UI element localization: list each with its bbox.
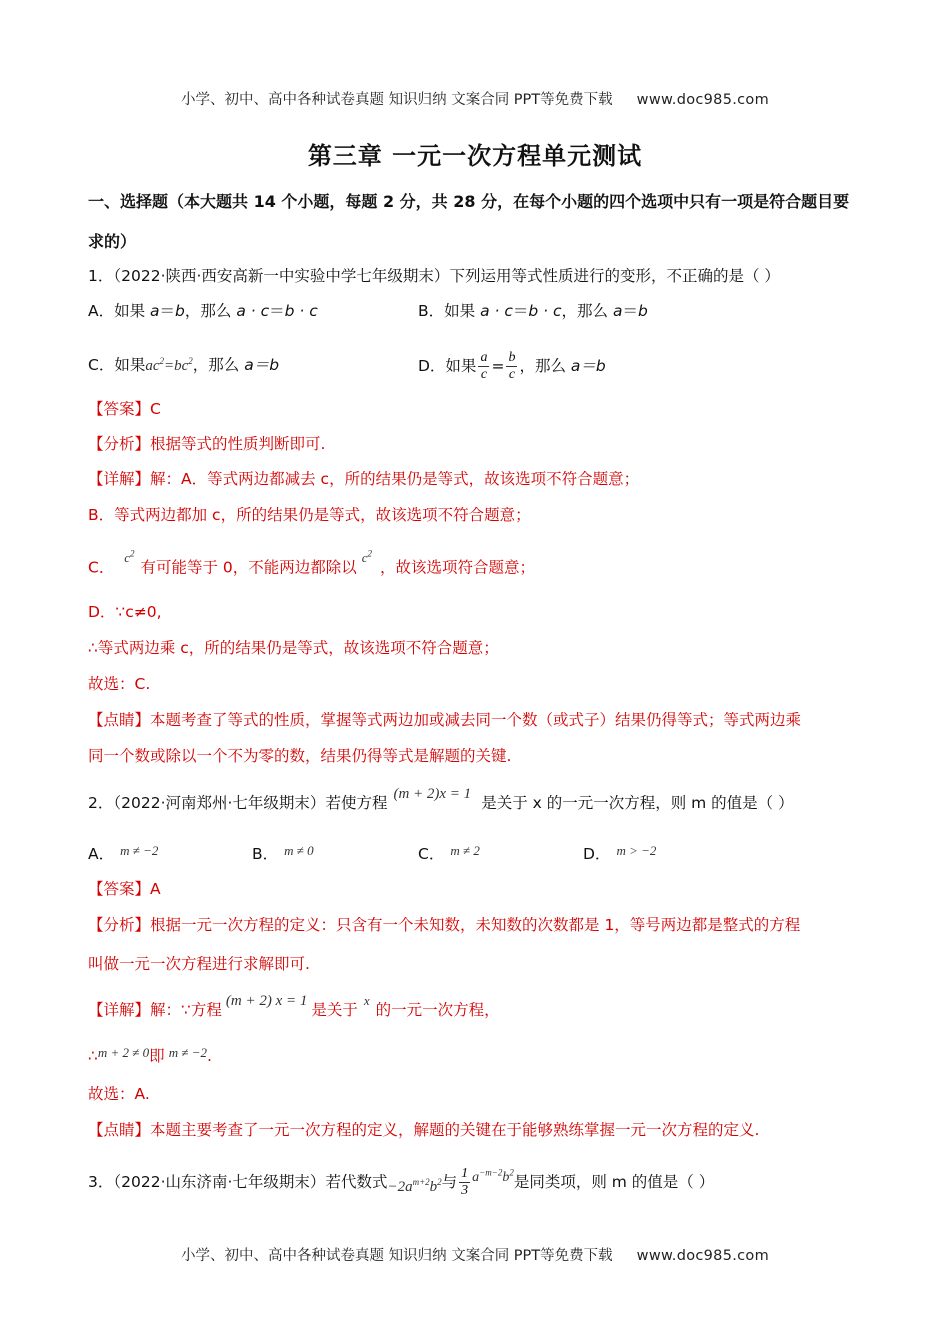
q2-option-d-label: D． (583, 845, 611, 863)
q1-analysis-tag: 【分析】 (88, 435, 151, 453)
q2-analysis-2: 叫做一元一次方程进行求解即可. (88, 955, 310, 973)
q2-source: （2022·河南郑州·七年级期末） (113, 794, 326, 812)
q3-stem: 3．（2022·山东济南·七年级期末）若代数式$-2a^{m+2}b^2$与 $\frac{1}{3}$ $a^{-m-2}b^2$是同类项，则 m 的值是（ ） (88, 1166, 715, 1198)
q1-b-math1: a · c (480, 302, 513, 320)
page-title: 第三章 一元一次方程单元测试 (307, 142, 643, 170)
q2-equation: (m + 2)x = 1 (393, 786, 472, 802)
section-heading-line1: 一、选择题（本大题共 14 个小题，每题 2 分，共 28 分，在每个小题的四个选项中只有一项是符合题目要 (88, 192, 850, 211)
q2-detail-3: 故选：A. (88, 1085, 150, 1103)
q1-a-math1: a (150, 302, 160, 320)
q1-option-c: C．如果$ac^2=bc^2$，那么 a＝b (88, 356, 280, 374)
q2-option-b (252, 843, 314, 866)
q1-stem (88, 265, 780, 287)
q2-stem (88, 786, 794, 815)
q2-answer (88, 878, 161, 900)
q3-stem-end: 是同类项，则 m 的值是（ ） (513, 1173, 715, 1191)
q1-d-then: ，那么 (519, 357, 571, 375)
q2-detail2-pre: ∴ (88, 1047, 98, 1065)
page-header (0, 88, 950, 109)
q2-analysis1-text: 根据一元一次方程的定义：只含有一个未知数，未知数的次数都是 1，等号两边都是整式的方程 (150, 916, 801, 934)
q1-detail3-mid: 有可能等于 0，不能两边都除以 (140, 558, 357, 577)
q2-detail-1 (88, 993, 500, 1022)
q3-stem-pre: 若代数式 (325, 1173, 388, 1191)
q1-detail-1 (88, 468, 639, 490)
q1-d-result: a＝b (570, 357, 606, 375)
section-heading-line2: 求的） (88, 232, 137, 251)
q1-b-math4: b (638, 302, 648, 320)
q1-option-c-label: C．如果 (88, 356, 146, 374)
q2-option-c-label: C． (418, 845, 445, 863)
q1-option-a (88, 300, 318, 322)
q1-detail-3: C． $^{c^2}$有可能等于 0，不能两边都除以 $^{c^2}$，故该选项符合题意； (88, 549, 535, 577)
q2-comment (88, 1119, 759, 1141)
q2-analysis-1 (88, 914, 800, 936)
q3-frac: $\frac{1}{3}$ (461, 1166, 469, 1198)
q1-a-math4: b · c (284, 302, 318, 320)
q1-answer-tag: 【答案】 (88, 400, 151, 418)
q1-b-then: ，那么 (561, 302, 613, 320)
q2-detail2-mid: 即 (149, 1047, 165, 1065)
q2-option-d (583, 843, 656, 866)
q1-b-math2: b · c (528, 302, 562, 320)
q1-comment-tag: 【点睛】 (88, 711, 151, 729)
q2-option-c (418, 843, 480, 866)
q2-detail2-m2: m ≠ −2 (168, 1045, 207, 1060)
q1-option-b (418, 300, 648, 322)
q1-detail-4: D．∵c≠0, (88, 603, 162, 621)
q2-detail-2 (88, 1045, 212, 1068)
q2-detail2-end: . (206, 1047, 212, 1065)
q1-detail3-c2: c (361, 550, 368, 566)
q1-detail-tag: 【详解】 (88, 470, 151, 488)
q1-d-frac1: $\frac{a}{c}$ (480, 350, 488, 382)
q1-a-eq2: ＝ (269, 302, 285, 320)
q1-option-d-label: D．如果 (418, 357, 477, 375)
q1-a-math3: a · c (236, 302, 270, 320)
q1-option-a-label: A．如果 (88, 302, 151, 320)
q1-answer-value: C (150, 400, 161, 418)
q1-comment-2: 同一个数或除以一个不为零的数，结果仍得等式是解题的关键. (88, 747, 512, 765)
q2-option-b-label: B． (252, 845, 279, 863)
q1-comment-1 (88, 709, 801, 731)
q2-answer-tag: 【答案】 (88, 880, 151, 898)
q2-option-a (88, 843, 158, 866)
q1-detail3-end: ，故该选项符合题意； (379, 558, 535, 577)
q2-detail1-mid: 是关于 (311, 1001, 358, 1019)
page-footer (0, 1244, 950, 1265)
q1-detail-2: B．等式两边都加 c，所的结果仍是等式，故该选项不符合题意； (88, 506, 531, 524)
q1-c-result: a＝b (244, 356, 280, 374)
q2-detail2-m1: m + 2 ≠ 0 (97, 1045, 150, 1060)
q2-option-b-math: m ≠ 0 (284, 843, 314, 858)
q1-option-b-label: B．如果 (418, 302, 481, 320)
q3-expr1-b: b (429, 1179, 438, 1195)
q1-a-math2: b (175, 302, 185, 320)
q2-option-a-math: m ≠ −2 (120, 843, 159, 858)
q2-analysis-tag: 【分析】 (88, 916, 151, 934)
q1-c-math: ac (145, 358, 160, 374)
q1-answer (88, 398, 161, 420)
q2-option-d-math: m > −2 (616, 843, 657, 858)
q3-expr2-sup: −m−2 (479, 1167, 503, 1178)
q1-c-then: ，那么 (192, 356, 245, 374)
q2-answer-value: A (150, 880, 161, 898)
q2-option-a-label: A． (88, 845, 115, 863)
footer-text: 小学、初中、高中各种试卷真题 知识归纳 文案合同 PPT等免费下载 (180, 1248, 613, 1264)
q3-expr2-b: b (502, 1170, 510, 1185)
q2-stem-mid: 是关于 x 的一元一次方程，则 m 的值是（ ） (481, 794, 794, 812)
q3-expr1-sup: m+2 (412, 1177, 430, 1187)
q1-b-eq: ＝ (512, 302, 529, 320)
q1-detail-6: 故选：C. (88, 675, 151, 693)
q3-expr1: −2a (387, 1179, 413, 1195)
q1-option-d: D．如果 $\frac{a}{c}$ = $\frac{b}{c}$ ，那么 a＝b (418, 350, 606, 382)
q2-detail1-x: x (363, 993, 370, 1008)
q2-number: 2． (88, 794, 114, 812)
q2-detail-tag: 【详解】 (88, 1001, 151, 1019)
q3-source: （2022·山东济南·七年级期末） (113, 1173, 326, 1191)
q1-comment1-text: 本题考查了等式的性质，掌握等式两边加或减去同一个数（或式子）结果仍得等式；等式两边乘 (150, 711, 802, 729)
q1-analysis (88, 433, 325, 455)
q2-comment-tag: 【点睛】 (88, 1121, 151, 1139)
q1-a-eq: ＝ (159, 302, 176, 320)
q1-b-eq2: ＝ (622, 302, 638, 320)
q2-stem-pre: 若使方程 (325, 794, 388, 812)
q1-number: 1． (88, 267, 114, 285)
q1-detail-5: ∴等式两边乘 c，所的结果仍是等式，故该选项不符合题意； (88, 639, 499, 657)
q3-expr2: a (472, 1170, 480, 1185)
q1-analysis-text: 根据等式的性质判断即可. (150, 435, 326, 453)
q2-option-c-math: m ≠ 2 (450, 843, 480, 858)
footer-url[interactable]: www.doc985.com (636, 1248, 770, 1264)
q2-comment-text: 本题主要考查了一元一次方程的定义，解题的关键在于能够熟练掌握一元一次方程的定义. (150, 1121, 760, 1139)
header-text: 小学、初中、高中各种试卷真题 知识归纳 文案合同 PPT等免费下载 (180, 92, 613, 108)
q3-with: 与 (441, 1173, 458, 1191)
q1-detail3-c1: c (124, 550, 130, 566)
q1-detail1-text: 解：A．等式两边都减去 c，所的结果仍是等式，故该选项不符合题意； (150, 470, 640, 488)
q1-source: （2022·陕西·西安高新一中实验中学七年级期末） (113, 267, 450, 285)
q1-text: 下列运用等式性质进行的变形，不正确的是（ ） (449, 267, 780, 285)
q1-b-math3: a (612, 302, 623, 320)
q1-d-frac2: $\frac{b}{c}$ (508, 350, 516, 382)
q2-detail1-end: 的一元一次方程， (375, 1001, 500, 1019)
q2-detail1-pre: 解：∵方程 (150, 1001, 222, 1019)
q1-a-then: ，那么 (184, 302, 237, 320)
q1-c-math2: bc (174, 358, 189, 374)
q1-detail3-label: C． (88, 558, 115, 577)
header-url[interactable]: www.doc985.com (636, 92, 770, 108)
q2-detail1-eq: (m + 2) x = 1 (225, 993, 308, 1009)
q3-number: 3． (88, 1173, 114, 1191)
